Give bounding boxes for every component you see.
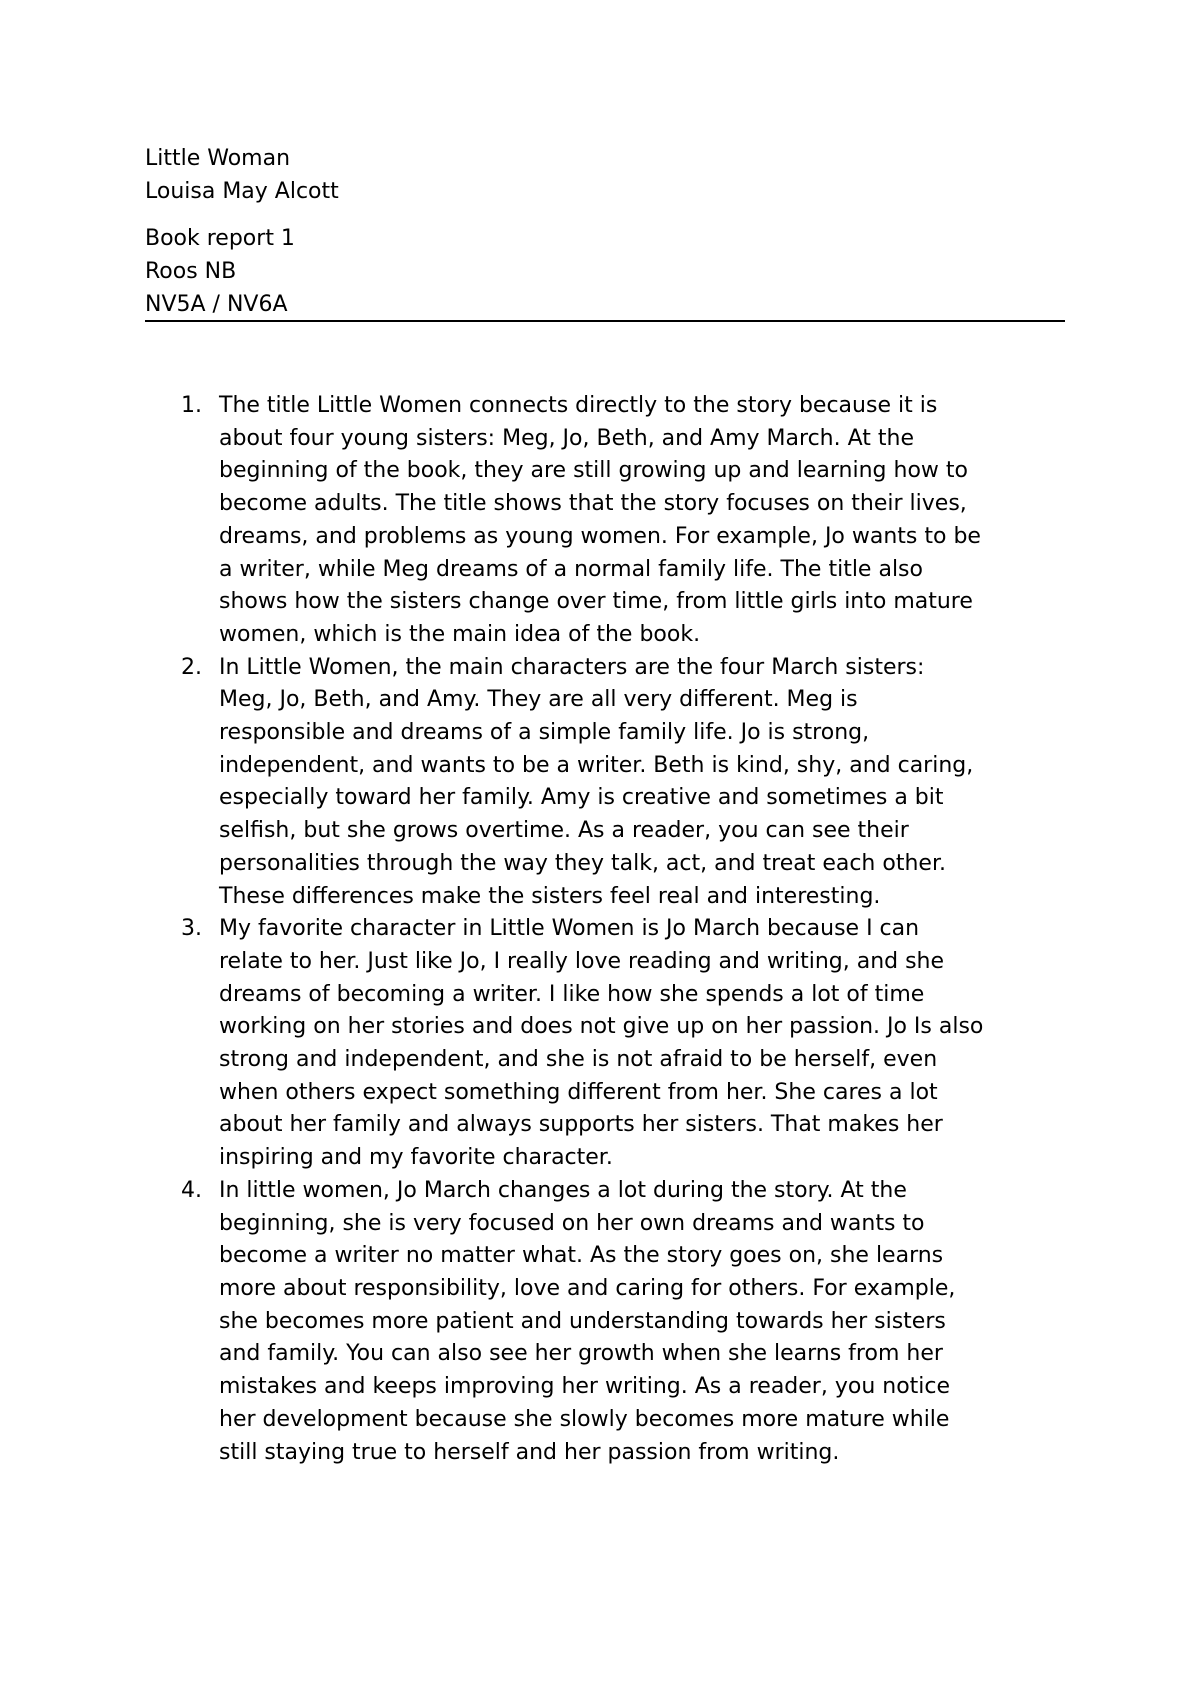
- answer-text-line: women, which is the main idea of the book.: [219, 621, 701, 647]
- book-title: Little Woman: [145, 146, 291, 171]
- answer-number: 4.: [181, 1177, 202, 1203]
- answer-text-line: a writer, while Meg dreams of a normal family life. The title also: [219, 556, 923, 582]
- author-name: Louisa May Alcott: [145, 179, 339, 204]
- answer-text-line: when others expect something different from her. She cares a lot: [219, 1079, 938, 1105]
- answer-text-line: become adults. The title shows that the story focuses on their lives,: [219, 491, 967, 517]
- header-divider: [145, 320, 1065, 322]
- answer-text-line: become a writer no matter what. As the story goes on, she learns: [219, 1243, 944, 1269]
- answer-text-line: beginning of the book, they are still growing up and learning how to: [219, 458, 968, 484]
- answer-text-line: These differences make the sisters feel real and interesting.: [219, 883, 881, 909]
- answer-text-line: beginning, she is very focused on her own dreams and wants to: [219, 1210, 925, 1236]
- answer-text-line: strong and independent, and she is not afraid to be herself, even: [219, 1047, 938, 1073]
- answer-text-line: working on her stories and does not give up on her passion. Jo Is also: [219, 1014, 984, 1040]
- answer-text-line: she becomes more patient and understanding towards her sisters: [219, 1308, 946, 1334]
- answer-text-line: In little women, Jo March changes a lot during the story. At the: [219, 1177, 907, 1203]
- answer-text-line: especially toward her family. Amy is creative and sometimes a bit: [219, 785, 944, 811]
- answer-number: 2.: [181, 654, 202, 680]
- answer-text-line: selfish, but she grows overtime. As a reader, you can see their: [219, 818, 909, 844]
- class-label: NV5A / NV6A: [145, 292, 288, 317]
- answer-text-line: personalities through the way they talk, act, and treat each other.: [219, 850, 946, 876]
- answer-text-line: shows how the sisters change over time, from little girls into mature: [219, 589, 973, 615]
- answer-text-line: and family. You can also see her growth when she learns from her: [219, 1341, 943, 1367]
- answer-number: 1.: [181, 393, 202, 418]
- answer-text-line: about four young sisters: Meg, Jo, Beth, and Amy March. At the: [219, 425, 914, 451]
- answer-text-line: relate to her. Just like Jo, I really love reading and writing, and she: [219, 948, 945, 974]
- answer-text-line: My favorite character in Little Women is Jo March because I can: [219, 916, 920, 942]
- answer-number: 3.: [181, 916, 202, 942]
- document-header: [145, 142, 1065, 321]
- answer-text-line: In Little Women, the main characters are the four March sisters:: [219, 654, 925, 680]
- student-name: Roos NB: [145, 259, 237, 284]
- answer-item: [145, 1175, 1075, 1469]
- answer-text-line: still staying true to herself and her passion from writing.: [219, 1439, 840, 1465]
- answer-text-line: dreams, and problems as young women. For example, Jo wants to be: [219, 523, 981, 549]
- answer-item: [145, 652, 1075, 914]
- answer-text-line: mistakes and keeps improving her writing. As a reader, you notice: [219, 1374, 951, 1400]
- answer-list: [145, 390, 1075, 1469]
- answer-text-line: responsible and dreams of a simple family life. Jo is strong,: [219, 720, 870, 746]
- report-label: Book report 1: [145, 226, 295, 251]
- answer-item: [145, 913, 1075, 1175]
- answer-item: [145, 390, 1075, 652]
- answer-text-line: her development because she slowly becomes more mature while: [219, 1406, 950, 1432]
- answer-text-line: inspiring and my favorite character.: [219, 1145, 613, 1171]
- answer-text-line: Meg, Jo, Beth, and Amy. They are all very different. Meg is: [219, 687, 858, 713]
- answer-text-line: more about responsibility, love and caring for others. For example,: [219, 1275, 956, 1301]
- answer-text-line: independent, and wants to be a writer. Beth is kind, shy, and caring,: [219, 752, 974, 778]
- answer-text-line: The title Little Women connects directly to the story because it is: [219, 393, 938, 418]
- answer-text-line: dreams of becoming a writer. I like how she spends a lot of time: [219, 981, 925, 1007]
- answer-text-line: about her family and always supports her sisters. That makes her: [219, 1112, 943, 1138]
